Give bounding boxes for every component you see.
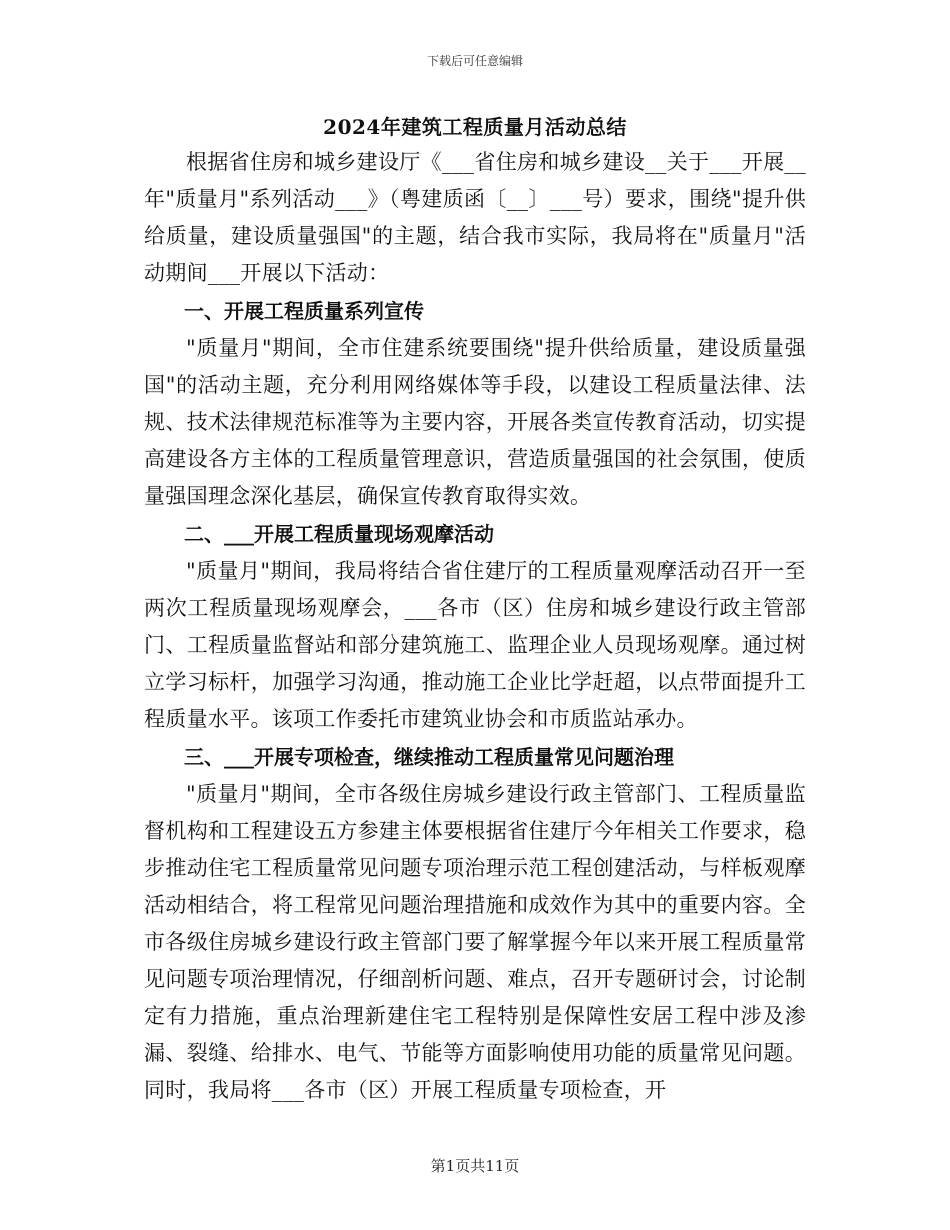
- document-content: [144, 112, 806, 1109]
- section-heading-1: 一、开展工程质量系列宣传: [184, 299, 424, 323]
- section-body-1: "质量月"期间，全市住建系统要围绕"提升供给质量，建设质量强国"的活动主题，充分利用网络媒体等手段，以建设工程质量法律、法规、技术法律规范标准等为主要内容，开展各类宣传教育活动，切实提高建设各方主体的工程质量管理意识，营造质量强国的社会氛围，使质量强国理念深化基层，确保宣传教育取得实效。: [144, 336, 806, 508]
- page-number: 第1页共11页: [430, 1157, 520, 1175]
- section-heading-3: 三、___开展专项检查，继续推动工程质量常见问题治理: [184, 745, 674, 769]
- intro-paragraph: 根据省住房和城乡建设厅《___省住房和城乡建设__关于___开展__年"质量月"系列活动___》（粤建质函〔__〕___号）要求，围绕"提升供给质量，建设质量强国"的主题，结合我市实际，我局将在"质量月"活动期间___开展以下活动：: [144, 150, 806, 285]
- section-body-2: "质量月"期间，我局将结合省住建厅的工程质量观摩活动召开一至两次工程质量现场观摩会，___各市（区）住房和城乡建设行政主管部门、工程质量监督站和部分建筑施工、监理企业人员现场观摩。通过树立学习标杆，加强学习沟通，推动施工企业比学赶超，以点带面提升工程质量水平。该项工作委托市建筑业协会和市质监站承办。: [144, 559, 806, 731]
- section-heading-2: 二、___开展工程质量现场观摩活动: [184, 522, 494, 546]
- section-body-3: "质量月"期间，全市各级住房城乡建设行政主管部门、工程质量监督机构和工程建设五方参建主体要根据省住建厅今年相关工作要求，稳步推动住宅工程质量常见问题专项治理示范工程创建活动，与样板观摩活动相结合，将工程常见问题治理措施和成效作为其中的重要内容。全市各级住房城乡建设行政主管部门要了解掌握今年以来开展工程质量常见问题专项治理情况，仔细剖析问题、难点，召开专题研讨会，讨论制定有力措施，重点治理新建住宅工程特别是保障性安居工程中涉及渗漏、裂缝、给排水、电气、节能等方面影响使用功能的质量常见问题。同时，我局将___各市（区）开展工程质量专项检查，开: [144, 782, 806, 1102]
- header-note: 下载后可任意编辑: [426, 54, 523, 68]
- document-title: 2024年建筑工程质量月活动总结: [323, 115, 627, 139]
